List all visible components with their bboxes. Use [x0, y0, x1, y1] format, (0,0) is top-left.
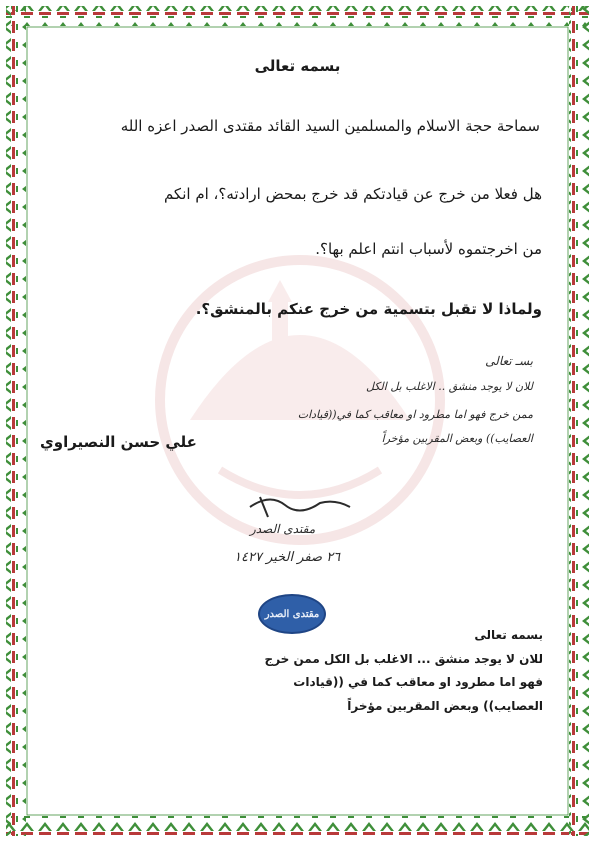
signature-scribble: [240, 485, 360, 525]
question-line-3: ولماذا لا تقبل بتسمية من خرج عنكم بالمنشق؟.: [195, 300, 542, 318]
official-seal: [258, 594, 326, 634]
signature-date: ٢٦ صفر الخير ١٤٢٧: [234, 550, 341, 565]
handwritten-line-1: للان لا يوجد منشق .. الاغلب بل الكل: [366, 380, 533, 393]
question-line-2: من اخرجتموه لأسباب انتم اعلم بها؟.: [315, 240, 542, 258]
sender-name: علي حسن النصيراوي: [40, 433, 197, 451]
seal-text: مقتدى الصدر: [264, 608, 320, 620]
question-line-1: هل فعلا من خرج عن قيادتكم قد خرج بمحض ارادته؟، ام انكم: [163, 185, 542, 203]
handwritten-line-3: العصايب)) وبعض المقربين مؤخراً: [381, 432, 533, 445]
handwritten-heading: بسـ تعالى: [485, 354, 533, 368]
handwritten-line-2: ممن خرج فهو اما مطرود او معاقب كما في((قيادات: [297, 408, 533, 421]
typed-reply-line-3: العصايب)) وبعض المقربين مؤخراً: [347, 699, 543, 713]
addressee-line: سماحة حجة الاسلام والمسلمين السيد القائد مقتدى الصدر اعزه الله: [120, 117, 540, 135]
letter-heading: بسمه تعالى: [254, 57, 341, 75]
typed-reply-heading: بسمه تعالى: [474, 628, 543, 642]
signature-name: مقتدى الصدر: [250, 522, 316, 536]
typed-reply-line-2: فهو اما مطرود او معاقب كما في ((قيادات: [293, 675, 543, 689]
typed-reply-line-1: للان لا يوجد منشق ... الاغلب بل الكل ممن خرج: [264, 652, 543, 666]
